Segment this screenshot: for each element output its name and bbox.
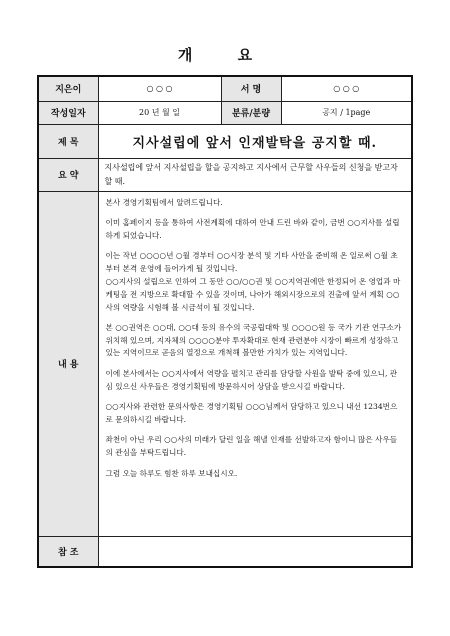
overview-table xyxy=(37,75,413,568)
content-label: 내 용 xyxy=(38,191,98,536)
content-paragraph: ○○지사의 설립으로 인하여 그 동안 ○○/○○권 및 ○○지역권에만 한정되어 온 영업과 마케팅을 전 지방으로 확대할 수 있을 것이며, 나아가 해외시장으로의 진출에 앞서 계획 ○○사의 역량을 시험해 볼 시금석이 될 것입니다. xyxy=(105,277,401,312)
content-paragraph: 그럼 오늘 하루도 힘찬 하루 보내십시오. xyxy=(105,468,238,478)
sign-label: 서 명 xyxy=(221,76,281,101)
date-value: 20 년 월 일 xyxy=(98,101,221,124)
subject-label: 제 목 xyxy=(38,124,98,158)
content-paragraph: 본사 경영기획팀에서 알려드립니다. xyxy=(105,197,223,207)
content-paragraph: 이미 홈페이지 등을 통하여 사전계획에 대하여 안내 드린 바와 같이, 금번 ○○지사를 설립하게 되었습니다. xyxy=(105,218,400,240)
content-paragraph: ○○지사와 관련한 문의사항은 경영기획팀 ○○○님께서 담당하고 있으니 내선 1234번으로 문의하시길 바랍니다. xyxy=(105,402,398,424)
content-paragraph: 이에 본사에서는 ○○지사에서 역량을 펼치고 관리를 담당할 사원을 발탁 중에 있으니, 관심 있으신 사우들은 경영기획팀에 방문하시어 상담을 받으시길 바랍니다. xyxy=(105,369,398,391)
document-title: 개 요 xyxy=(177,46,273,64)
content-body xyxy=(98,191,412,536)
category-value: 공지 / 1page xyxy=(281,101,412,124)
category-label: 분류/분량 xyxy=(221,101,281,124)
author-label: 지은이 xyxy=(38,76,98,101)
summary-value: 지사설립에 앞서 지사설립을 할을 공지하고 지사에서 근무할 사우들의 신청을 받고자 할 때. xyxy=(98,158,412,191)
reference-value xyxy=(98,536,412,567)
date-label: 작성일자 xyxy=(38,101,98,124)
sign-value: ○ ○ ○ xyxy=(281,76,412,101)
author-value: ○ ○ ○ xyxy=(98,76,221,101)
subject-value: 지사설립에 앞서 인재발탁을 공지할 때. xyxy=(98,124,412,158)
content-paragraph: 본 ○○권역은 ○○대, ○○대 등의 유수의 국공립대학 및 ○○○○원 등 국가 기관 연구소가 위치해 있으며, 지자체의 ○○○○분야 투자확대로 현재 관련분야 시장이 빠르게 성장하고 있는 지역이므로 곧음의 열정으로 개척해 볼만한 가치가 있는 지역입니다. xyxy=(105,323,402,358)
content-paragraph: 이는 작년 ○○○○년 ○월 경부터 ○○시장 분석 및 기타 사안을 준비해 온 일로써 ○월 초부터 본격 운영에 들어가게 될 것입니다. xyxy=(105,251,398,273)
reference-label: 참 조 xyxy=(38,536,98,567)
summary-label: 요 약 xyxy=(38,158,98,191)
content-paragraph: 좌천이 아닌 우리 ○○사의 미래가 달린 일을 해낼 인재를 선발하고자 함이니 많은 사우들의 관심을 부탁드립니다. xyxy=(105,435,398,457)
